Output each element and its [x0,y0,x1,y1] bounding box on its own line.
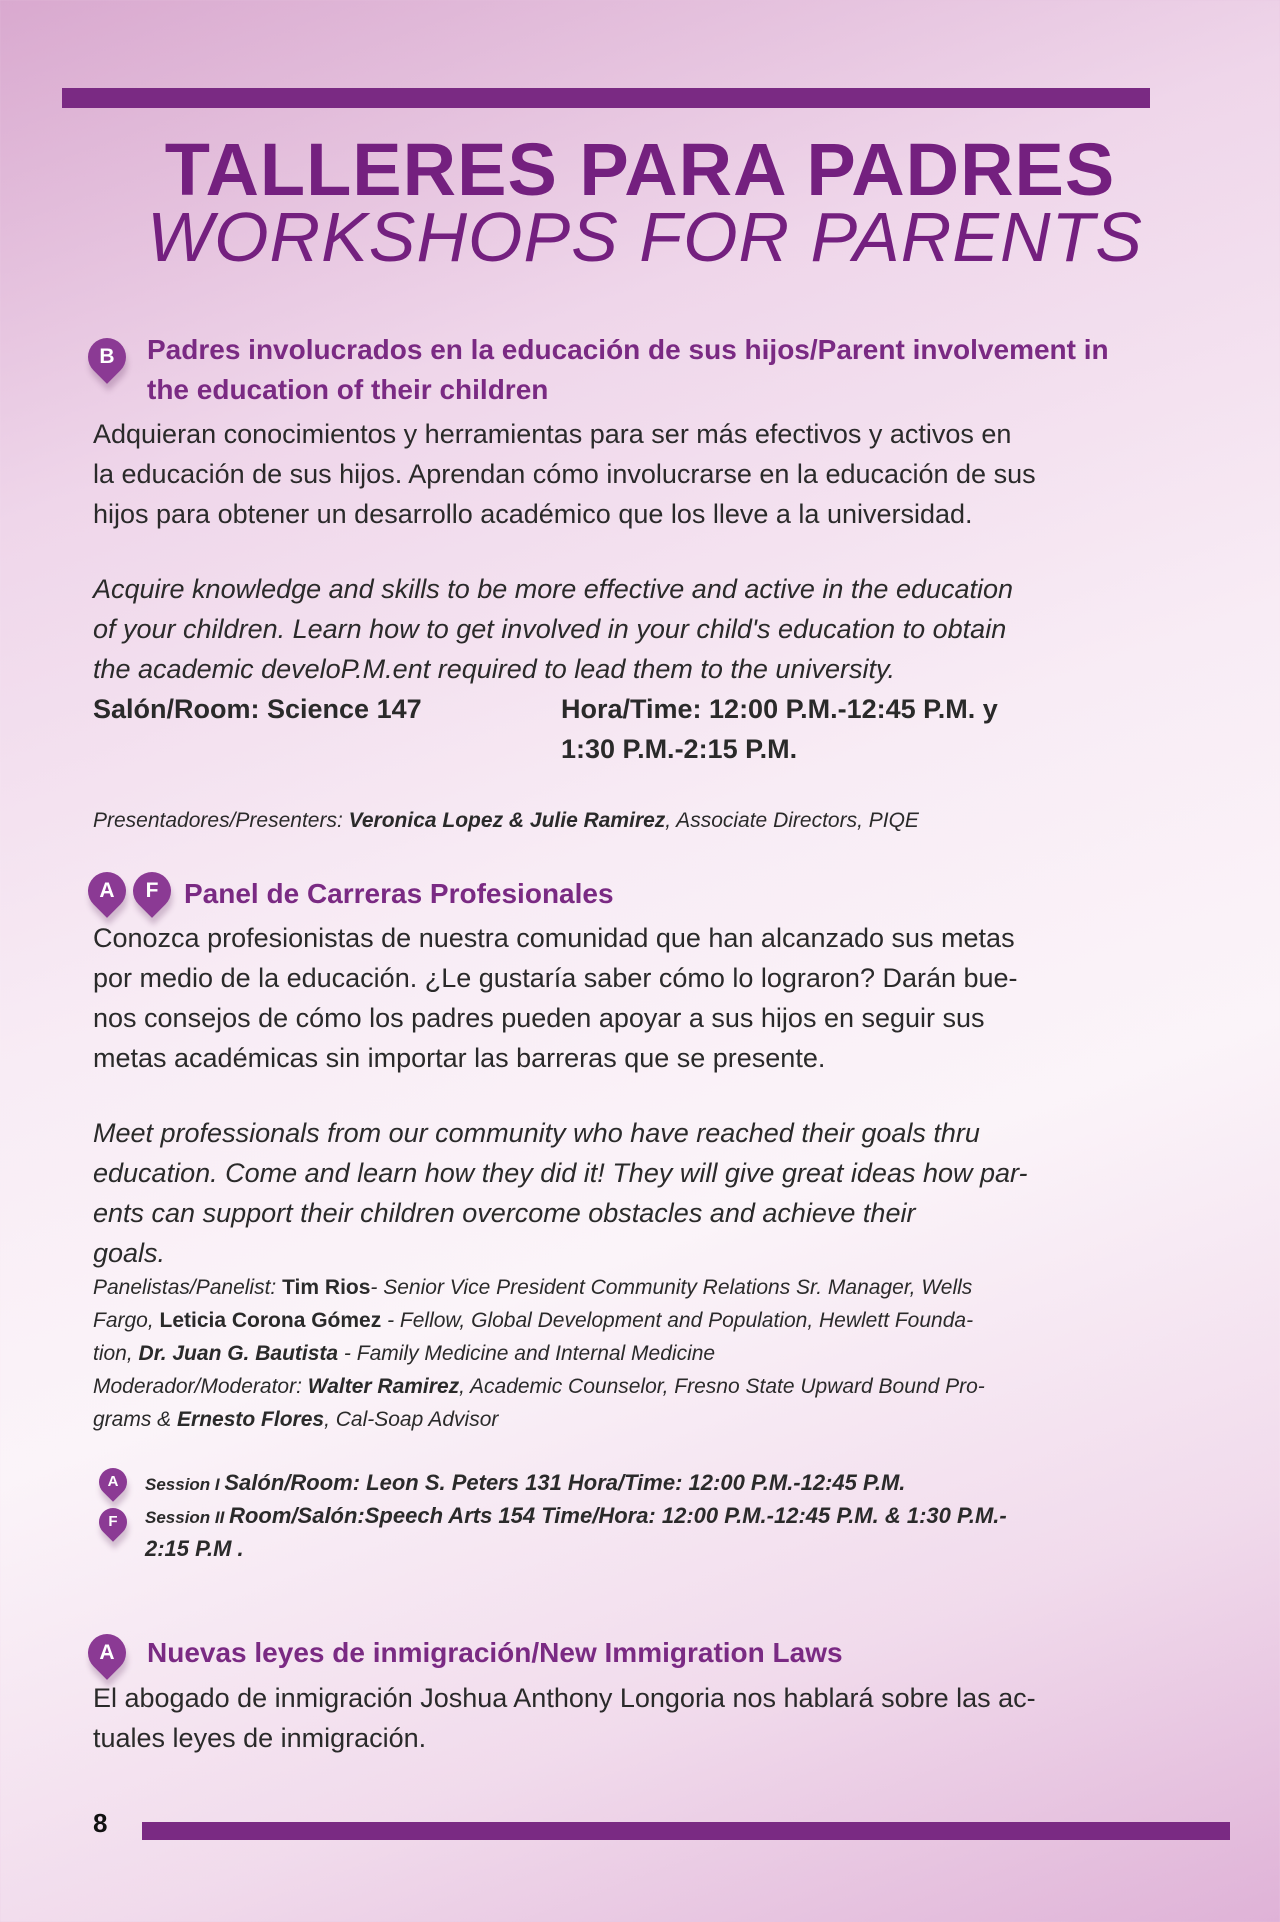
description-spanish-line: nos consejos de cómo los padres pueden apoyar a sus hijos en seguir sus [93,1003,985,1033]
description-spanish-line: hijos para obtener un desarrollo académico que los lleve a la universidad. [93,499,973,529]
map-pin-a-icon: A [80,864,134,918]
map-pin-f-small-icon: F [93,1502,133,1542]
description-spanish-line: Adquieran conocimientos y herramientas para ser más efectivos y activos en [93,419,1012,449]
description-english-line: Meet professionals from our community who have reached their goals thru [93,1118,980,1148]
description-spanish-line: El abogado de inmigración Joshua Anthony Longoria nos hablará sobre las ac- [93,1683,1036,1713]
description-spanish-line: metas académicas sin importar las barreras que se presente. [93,1043,826,1073]
description-spanish-line: la educación de sus hijos. Aprendan cómo involucrarse en la educación de sus [93,459,1036,489]
panelists-line: Panelistas/Panelist: Tim Rios- Senior Vice President Community Relations Sr. Manager, Wells [93,1276,973,1299]
bottom-divider-bar [142,1822,1230,1840]
page-title-spanish: TALLERES PARA PADRES [164,128,1116,211]
page-number: 8 [93,1808,108,1838]
room-info: Salón/Room: Science 147 [93,694,422,724]
map-pin-f-icon: F [125,864,179,918]
page-title-english: WORKSHOPS FOR PARENTS [147,198,1143,276]
panelists-line: tion, Dr. Juan G. Bautista - Family Medicine and Internal Medicine [93,1342,716,1365]
map-pin-a-small-icon: A [93,1462,133,1502]
time-info-line2: 1:30 P.M.-2:15 P.M. [561,734,798,764]
session-2-info: Session II Room/Salón:Speech Arts 154 Time/Hora: 12:00 P.M.-12:45 P.M. & 1:30 P.M.- [145,1503,1007,1528]
description-english-line: education. Come and learn how they did it! They will give great ideas how par- [93,1158,1028,1188]
description-english-line: ents can support their children overcome obstacles and achieve their [93,1198,916,1228]
description-spanish-line: por medio de la educación. ¿Le gustaría saber cómo lo lograron? Darán bue- [93,963,1018,993]
time-info-line1: Hora/Time: 12:00 P.M.-12:45 P.M. y [561,694,998,724]
top-divider-bar [62,88,1150,108]
description-spanish-line: Conozca profesionistas de nuestra comunidad que han alcanzado sus metas [93,923,1015,953]
workshop-title-line2: the education of their children [147,374,549,405]
session-2-info-cont: 2:15 P.M . [145,1536,244,1561]
session-1-info: Session I Salón/Room: Leon S. Peters 131 Hora/Time: 12:00 P.M.-12:45 P.M. [145,1470,906,1495]
description-english-line: Acquire knowledge and skills to be more effective and active in the education [93,574,1014,604]
moderator-line: grams & Ernesto Flores, Cal-Soap Advisor [93,1408,499,1431]
description-english-line: the academic develoP.M.ent required to lead them to the university. [93,654,895,684]
description-english-line: of your children. Learn how to get involved in your child's education to obtain [93,614,1007,644]
workshop-title-line1: Padres involucrados en la educación de sus hijos/Parent involvement in [147,334,1109,365]
map-pin-a-icon: A [80,1626,134,1680]
workshop-title: Panel de Carreras Profesionales [184,878,614,909]
panelists-line: Fargo, Leticia Corona Gómez - Fellow, Global Development and Population, Hewlett Founda- [93,1309,974,1332]
map-pin-b-icon: B [80,330,134,384]
workshop-title: Nuevas leyes de inmigración/New Immigration Laws [147,1637,843,1668]
description-spanish-line: tuales leyes de inmigración. [93,1723,427,1753]
moderator-line: Moderador/Moderator: Walter Ramirez, Academic Counselor, Fresno State Upward Bound Pro- [93,1375,985,1398]
presenters-line: Presentadores/Presenters: Veronica Lopez & Julie Ramirez, Associate Directors, PIQE [93,809,919,832]
description-english-line: goals. [93,1238,166,1268]
